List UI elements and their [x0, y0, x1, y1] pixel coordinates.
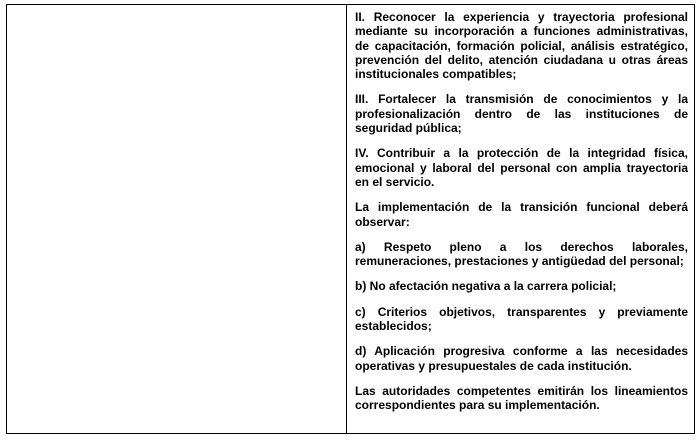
paragraph-item-b: b) No afectación negativa a la carrera policial;: [355, 279, 617, 294]
right-column-cell: [347, 5, 694, 433]
paragraph-item-c: c) Criterios objetivos, transparentes y previamente establecidos;: [355, 304, 688, 334]
paragraph-fraction-iv: IV. Contribuir a la protección de la integridad física, emocional y laboral del personal con amplia trayectoria en el servicio.: [355, 146, 688, 189]
paragraph-implementation-intro: La implementación de la transición funcional deberá observar:: [355, 200, 688, 229]
paragraph-closing: Las autoridades competentes emitirán los lineamientos correspondientes para su implementación.: [355, 383, 688, 413]
paragraph-fraction-iii: III. Fortalecer la transmisión de conocimientos y la profesionalización dentro de las instituciones de seguridad pública;: [355, 92, 688, 136]
left-column-empty-cell: [7, 5, 347, 433]
paragraph-item-a: a) Respeto pleno a los derechos laborales, remuneraciones, prestaciones y antigüedad del personal;: [355, 239, 688, 269]
comparison-table: [6, 4, 695, 434]
paragraph-fraction-ii: II. Reconocer la experiencia y trayectoria profesional mediante su incorporación a funciones administrativas, de capacitación, formación policial, análisis estratégico, prevención del delito, atención ciudadana u otras áreas institucionales compatibles;: [355, 10, 688, 82]
paragraph-item-d: d) Aplicación progresiva conforme a las necesidades operativas y presupuestales de cada institución.: [355, 344, 688, 373]
